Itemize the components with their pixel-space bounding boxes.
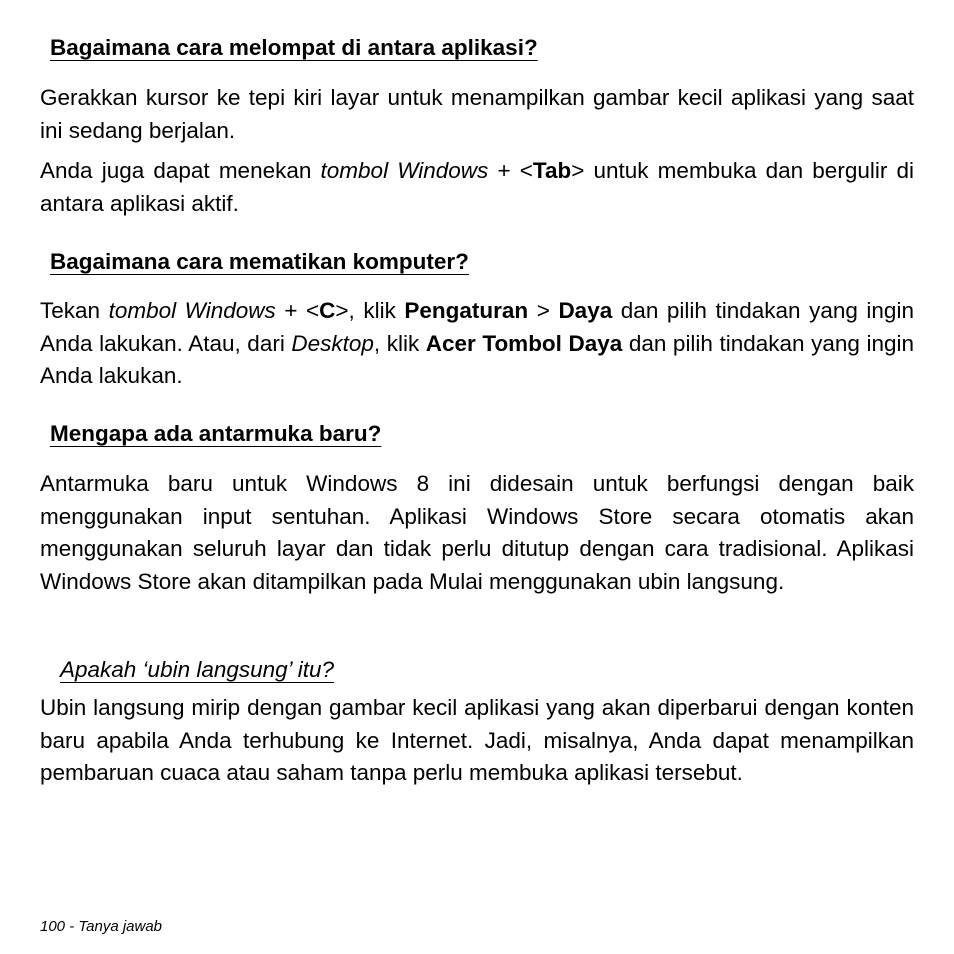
text-run: > — [528, 298, 559, 323]
text-run: dan pilih tindakan yang ingin Anda lakukan. — [40, 330, 914, 388]
document-page — [40, 0, 914, 954]
emphasis-desktop: Desktop — [291, 330, 374, 356]
key-tab: Tab — [532, 158, 572, 183]
text-run: >, klik — [335, 298, 405, 323]
key-c: C — [319, 298, 336, 323]
text-run: , klik — [373, 330, 426, 356]
text-run: Anda juga dapat menekan — [40, 158, 321, 183]
paragraph-switch-apps-1: Gerakkan kursor ke tepi kiri layar untuk menampilkan gambar kecil aplikasi yang saat ini sedang berjalan. — [40, 85, 914, 143]
emphasis-windows-key: tombol Windows — [320, 158, 489, 183]
paragraph-live-tiles: Ubin langsung mirip dengan gambar kecil aplikasi yang akan diperbarui dengan konten baru apabila Anda terhubung ke Internet. Jadi, misalnya, Anda dapat menampilkan pembaruan cuaca atau saham tanpa perlu membuka aplikasi tersebut. — [40, 695, 914, 785]
text-run: + < — [275, 298, 320, 323]
paragraph-new-interface: Antarmuka baru untuk Windows 8 ini didesain untuk berfungsi dengan baik menggunakan input sentuhan. Aplikasi Windows Store secara otomatis akan menggunakan seluruh layar dan tidak perlu ditutup dengan cara tradisional. Aplikasi Windows Store akan ditampilkan pada Mulai menggunakan ubin langsung. — [40, 471, 914, 594]
heading-new-interface: Mengapa ada antarmuka baru? — [50, 421, 382, 446]
text-run: + < — [488, 158, 533, 183]
text-run: > untuk membuka dan bergulir di antara aplikasi aktif. — [40, 158, 914, 216]
text-run: Tekan — [40, 298, 109, 323]
term-settings: Pengaturan — [404, 298, 529, 323]
subheading-live-tiles: Apakah ‘ubin langsung’ itu? — [60, 657, 334, 682]
term-power: Daya — [558, 298, 613, 323]
emphasis-windows-key: tombol Windows — [108, 298, 276, 323]
page-footer: 100 - Tanya jawab — [40, 918, 163, 935]
paragraph-shutdown — [40, 295, 914, 393]
paragraph-switch-apps-2 — [40, 155, 914, 220]
text-run: dan pilih tindakan yang ingin Anda lakukan. Atau, dari — [40, 298, 914, 356]
heading-shutdown: Bagaimana cara mematikan komputer? — [50, 249, 469, 274]
heading-switch-apps: Bagaimana cara melompat di antara aplikasi? — [50, 35, 538, 60]
term-acer-power-button: Acer Tombol Daya — [425, 330, 623, 356]
